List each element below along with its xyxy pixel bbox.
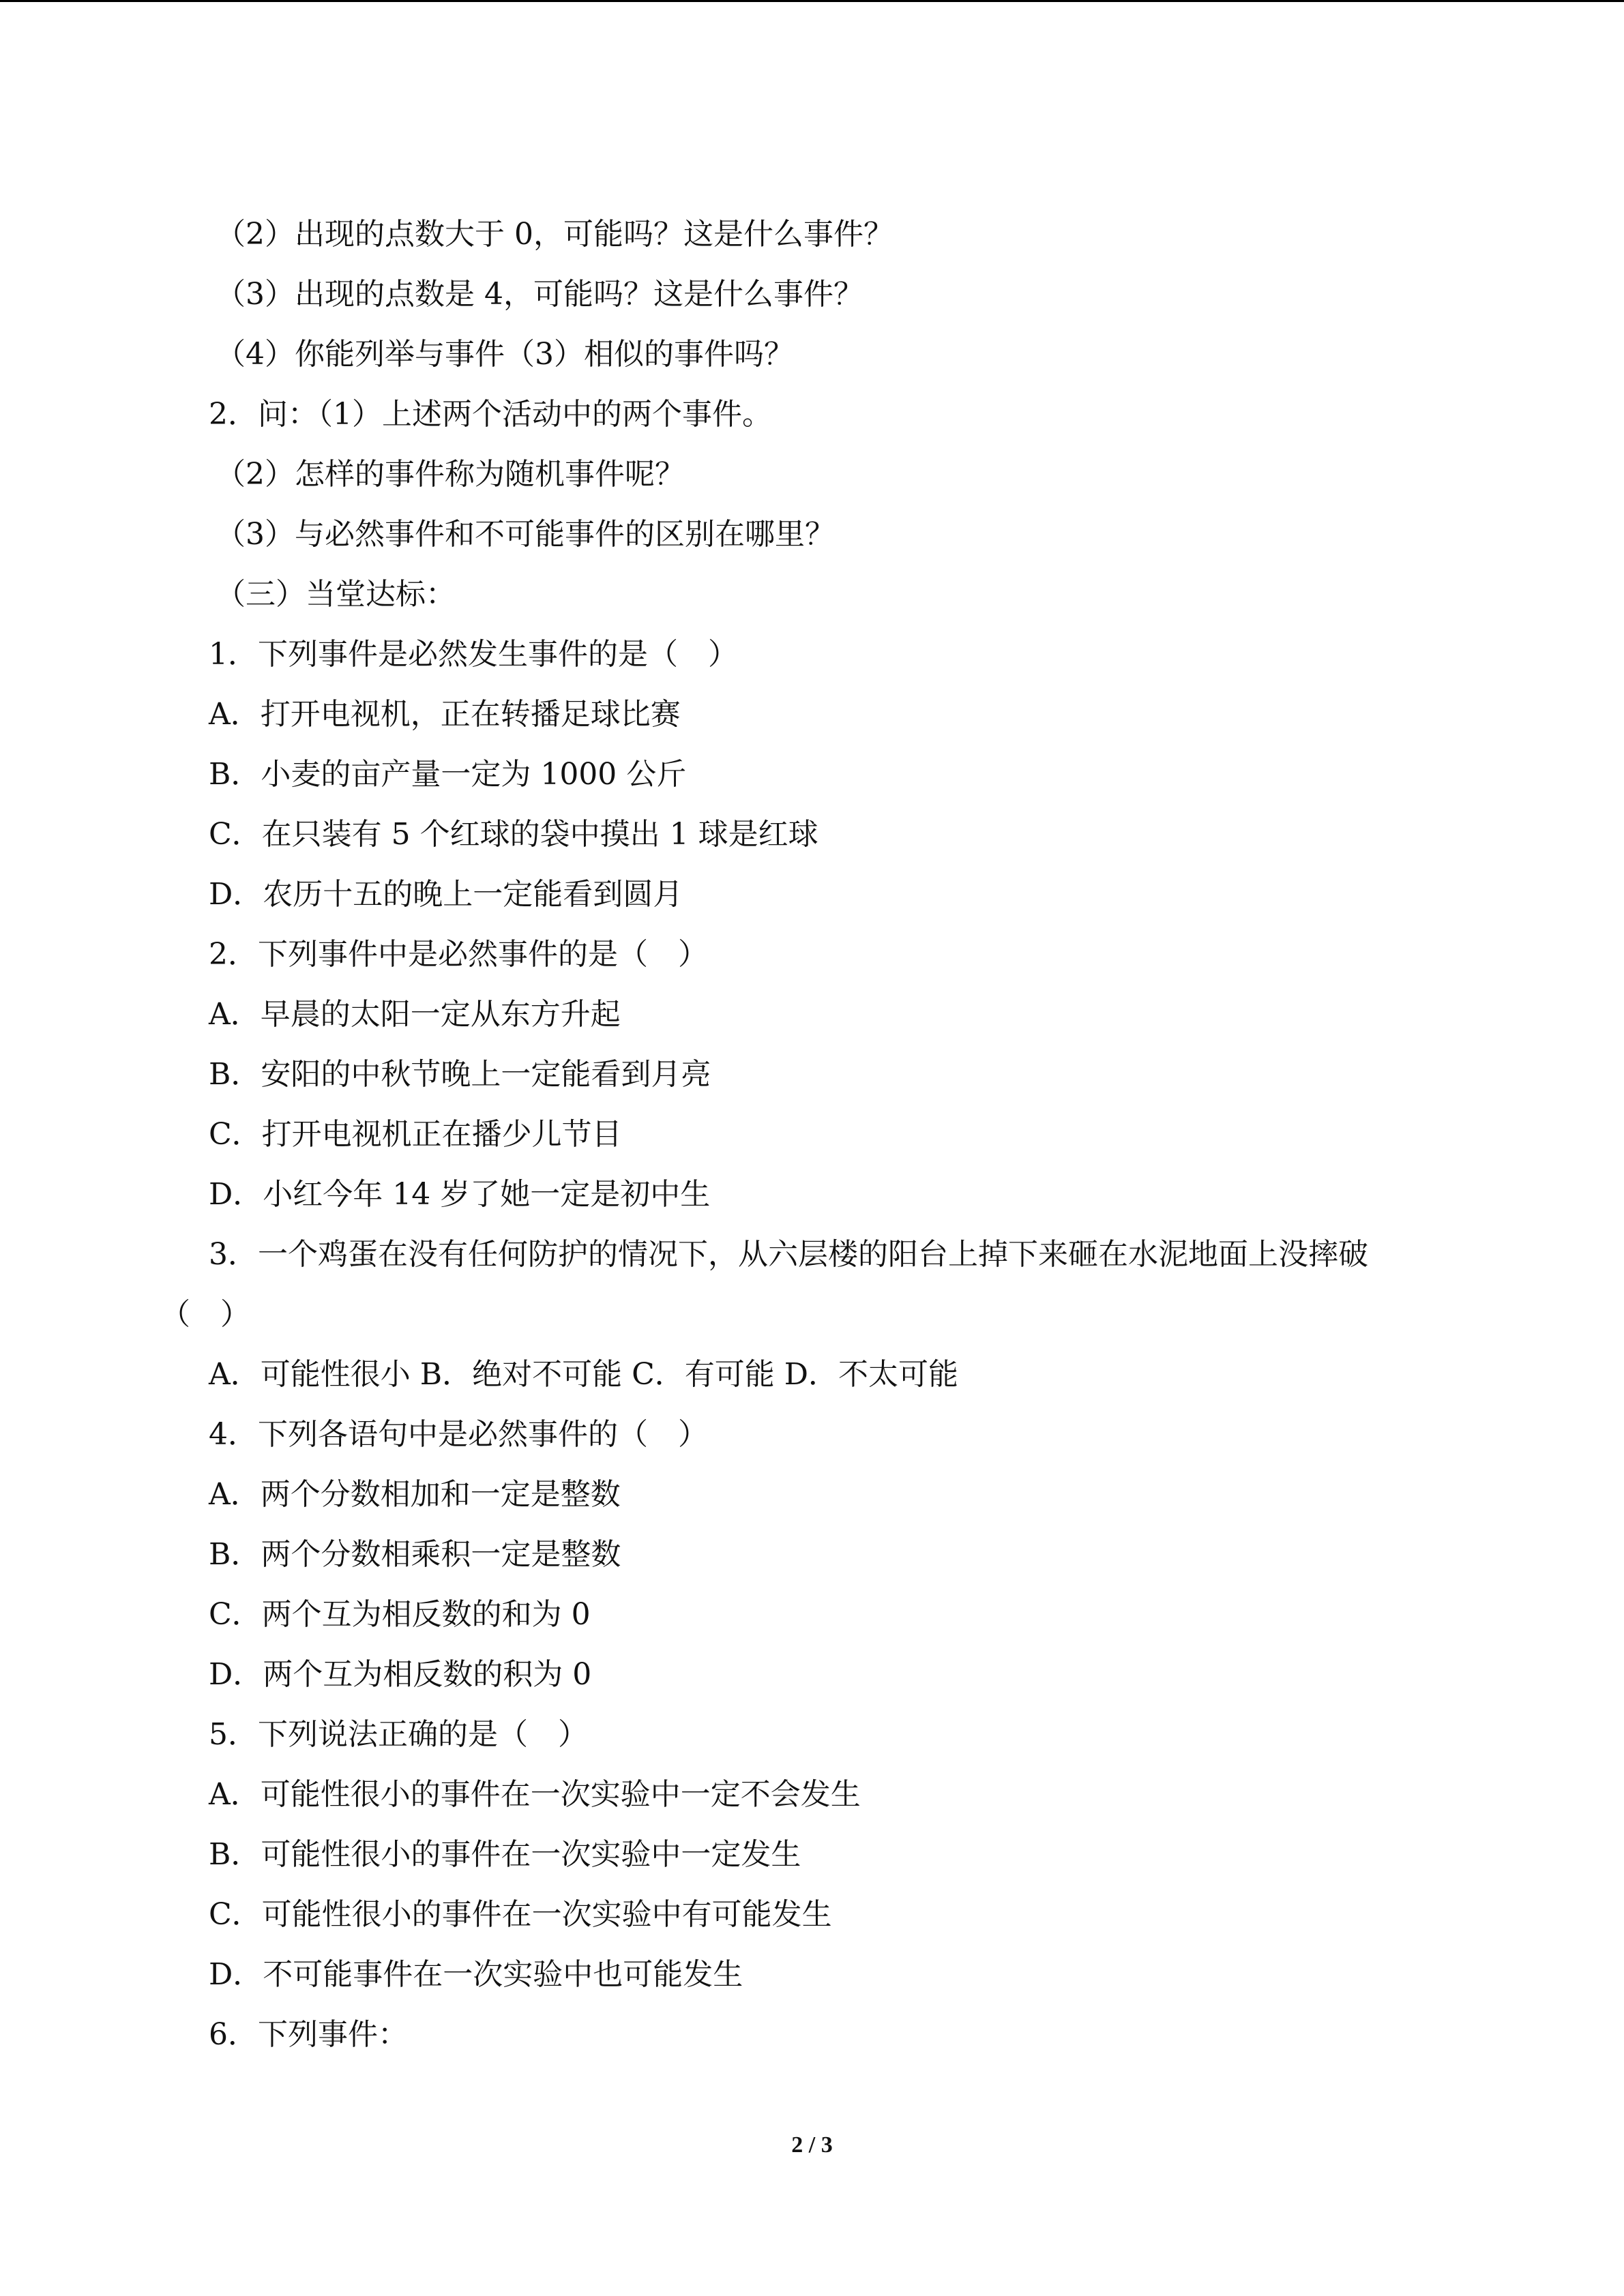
question-stem-continuation: （ ） bbox=[160, 1297, 250, 1332]
answer-option: D．小红今年 14 岁了她一定是初中生 bbox=[209, 1177, 711, 1212]
answer-option: B．可能性很小的事件在一次实验中一定发生 bbox=[209, 1837, 801, 1872]
answer-option: B．小麦的亩产量一定为 1000 公斤 bbox=[209, 757, 687, 792]
text-line: （3）与必然事件和不可能事件的区别在哪里？ bbox=[216, 517, 835, 552]
text-line: 2．问：（1）上述两个活动中的两个事件。 bbox=[209, 397, 772, 432]
question-stem: 3．一个鸡蛋在没有任何防护的情况下，从六层楼的阳台上掉下来砸在水泥地面上没摔破 bbox=[209, 1237, 1368, 1272]
answer-options: A．可能性很小 B．绝对不可能 C．有可能 D．不太可能 bbox=[209, 1357, 959, 1392]
answer-option: B．安阳的中秋节晚上一定能看到月亮 bbox=[209, 1057, 711, 1092]
answer-option: A．早晨的太阳一定从东方升起 bbox=[209, 997, 621, 1032]
answer-option: D．农历十五的晚上一定能看到圆月 bbox=[209, 877, 683, 912]
answer-option: B．两个分数相乘积一定是整数 bbox=[209, 1537, 621, 1572]
answer-option: C．在只装有 5 个红球的袋中摸出 1 球是红球 bbox=[209, 817, 818, 852]
answer-option: A．两个分数相加和一定是整数 bbox=[209, 1477, 621, 1512]
answer-option: C．可能性很小的事件在一次实验中有可能发生 bbox=[209, 1897, 832, 1932]
answer-option: C．打开电视机正在播少儿节目 bbox=[209, 1117, 622, 1152]
text-line: （2）出现的点数大于 0，可能吗？这是什么事件？ bbox=[216, 217, 894, 252]
question-stem: 4．下列各语句中是必然事件的（ ） bbox=[209, 1417, 708, 1452]
answer-option: D．两个互为相反数的积为 0 bbox=[209, 1657, 592, 1692]
section-heading: （三）当堂达标： bbox=[216, 577, 456, 612]
question-stem: 6．下列事件： bbox=[209, 2017, 408, 2052]
page-number: 2 / 3 bbox=[791, 2132, 833, 2158]
text-line: （2）怎样的事件称为随机事件呢？ bbox=[216, 457, 685, 492]
question-stem: 5．下列说法正确的是（ ） bbox=[209, 1717, 588, 1752]
text-line: （3）出现的点数是 4，可能吗？这是什么事件？ bbox=[216, 277, 863, 312]
answer-option: D．不可能事件在一次实验中也可能发生 bbox=[209, 1957, 743, 1992]
answer-option: A．可能性很小的事件在一次实验中一定不会发生 bbox=[209, 1777, 861, 1812]
text-line: （4）你能列举与事件（3）相似的事件吗？ bbox=[216, 337, 794, 372]
answer-option: A．打开电视机，正在转播足球比赛 bbox=[209, 697, 681, 732]
question-stem: 1．下列事件是必然发生事件的是（ ） bbox=[209, 637, 738, 672]
question-stem: 2．下列事件中是必然事件的是（ ） bbox=[209, 937, 708, 972]
answer-option: C．两个互为相反数的和为 0 bbox=[209, 1597, 591, 1632]
